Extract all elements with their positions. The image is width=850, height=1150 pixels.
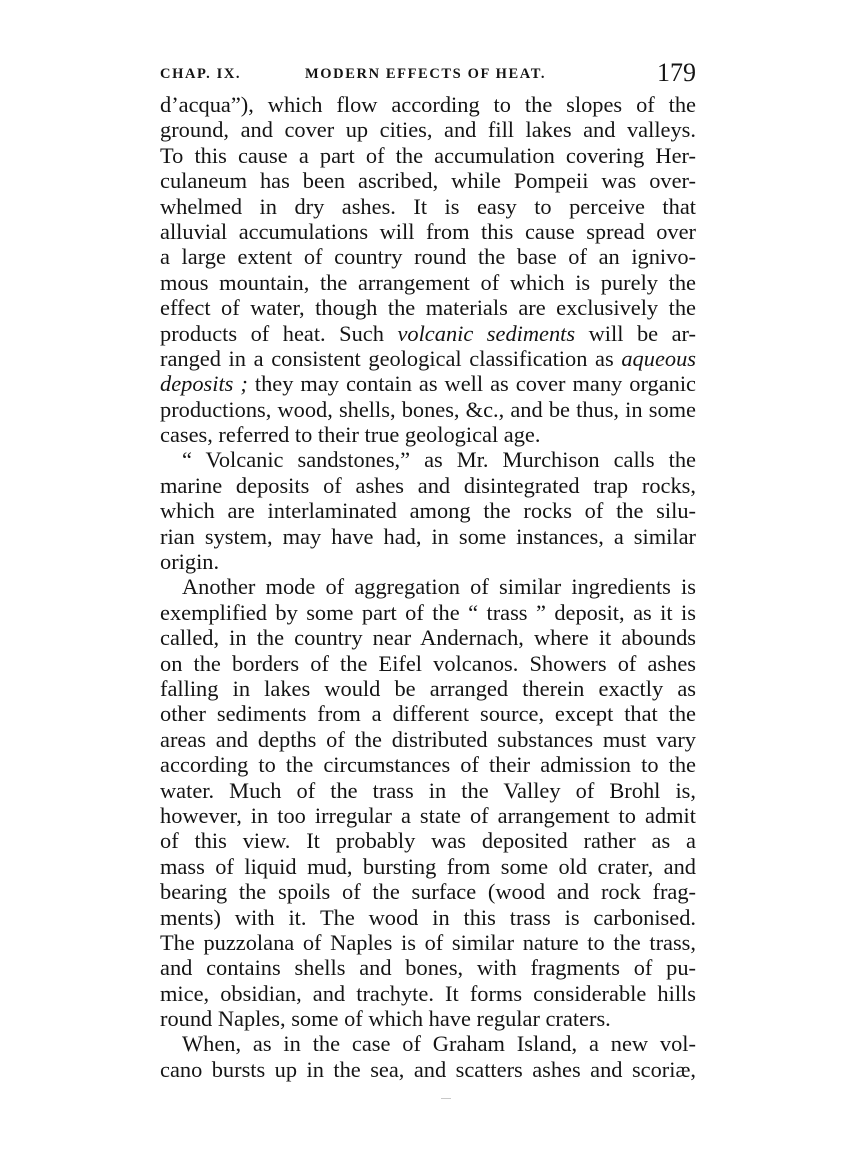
line-text: origin. xyxy=(160,549,220,575)
line-text: mous mountain, the arrangement of which is purely the xyxy=(160,269,696,295)
line-text: round Naples, some of which have regular craters. xyxy=(160,1006,611,1032)
italic-text: volcanic sediments xyxy=(397,320,576,346)
text-line xyxy=(160,194,696,219)
line-text: marine deposits of ashes and disintegrated trap rocks, xyxy=(160,472,696,498)
line-text: whelmed in dry ashes. It is easy to perceive that xyxy=(160,193,696,219)
line-text: mice, obsidian, and trachyte. It forms considerable hills xyxy=(160,980,696,1006)
text-line xyxy=(160,397,696,422)
text-line xyxy=(160,270,696,295)
line-text-continued: will be ar- xyxy=(575,320,696,346)
text-line xyxy=(160,295,696,320)
text-line xyxy=(160,1006,696,1031)
text-line xyxy=(160,321,696,346)
line-text: When, as in the case of Graham Island, a new vol- xyxy=(182,1031,696,1057)
line-text: ranged in a consistent geological classification as xyxy=(160,345,622,371)
line-text: effect of water, though the materials are exclusively the xyxy=(160,295,696,321)
body-text xyxy=(160,92,696,1082)
line-text: ground, and cover up cities, and fill lakes and valleys. xyxy=(160,117,696,143)
page-mark xyxy=(441,1098,451,1099)
running-head xyxy=(160,58,696,92)
text-line xyxy=(160,981,696,1006)
chapter-label: CHAP. IX. xyxy=(160,66,242,82)
text-line xyxy=(160,955,696,980)
line-text: culaneum has been ascribed, while Pompeii was over- xyxy=(160,168,696,194)
text-line xyxy=(160,676,696,701)
text-line xyxy=(160,803,696,828)
line-text: however, in too irregular a state of arrangement to admit xyxy=(160,802,696,828)
line-text: exemplified by some part of the “ trass ” deposit, as it is xyxy=(160,599,696,625)
line-text: ments) with it. The wood in this trass is carbonised. xyxy=(160,904,696,930)
text-line xyxy=(160,244,696,269)
line-text: To this cause a part of the accumulation covering Her- xyxy=(160,142,696,168)
text-line xyxy=(160,1031,696,1056)
line-text: Another mode of aggregation of similar ingredients is xyxy=(182,574,696,600)
text-line xyxy=(160,473,696,498)
line-text: called, in the country near Andernach, where it abounds xyxy=(160,625,696,651)
text-line xyxy=(160,422,696,447)
text-line xyxy=(160,905,696,930)
line-text: bearing the spoils of the surface (wood and rock frag- xyxy=(160,879,696,905)
line-text: cano bursts up in the sea, and scatters ashes and scoriæ, xyxy=(160,1056,696,1082)
text-line xyxy=(160,498,696,523)
line-text: The puzzolana of Naples is of similar nature to the trass, xyxy=(160,929,696,955)
text-line xyxy=(160,168,696,193)
text-line xyxy=(160,346,696,371)
text-line xyxy=(160,549,696,574)
text-line xyxy=(160,524,696,549)
text-line xyxy=(160,828,696,853)
line-text: cases, referred to their true geological age. xyxy=(160,422,541,448)
text-line xyxy=(160,701,696,726)
line-text: and contains shells and bones, with fragments of pu- xyxy=(160,955,696,981)
line-text: on the borders of the Eifel volcanos. Showers of ashes xyxy=(160,650,696,676)
italic-text: aqueous xyxy=(621,345,696,371)
text-line xyxy=(160,92,696,117)
text-line xyxy=(160,1057,696,1082)
line-text-continued: they may contain as well as cover many organic xyxy=(247,371,696,397)
text-line xyxy=(160,854,696,879)
page-number: 179 xyxy=(657,58,696,87)
text-line xyxy=(160,574,696,599)
line-text: falling in lakes would be arranged therein exactly as xyxy=(160,675,696,701)
line-text: d’acqua”), which flow according to the slopes of the xyxy=(160,92,696,117)
text-line xyxy=(160,371,696,396)
text-line xyxy=(160,752,696,777)
line-text: a large extent of country round the base of an ignivo- xyxy=(160,244,696,270)
line-text: “ Volcanic sandstones,” as Mr. Murchison calls the xyxy=(182,447,696,473)
line-text: according to the circumstances of their admission to the xyxy=(160,752,696,778)
text-line xyxy=(160,727,696,752)
line-text: rian system, may have had, in some instances, a similar xyxy=(160,523,696,549)
running-title: MODERN EFFECTS OF HEAT. xyxy=(305,66,547,82)
text-line xyxy=(160,778,696,803)
italic-text: deposits ; xyxy=(160,371,248,397)
book-page xyxy=(160,58,696,1082)
line-text: other sediments from a different source, except that the xyxy=(160,701,696,727)
text-line xyxy=(160,600,696,625)
text-line xyxy=(160,879,696,904)
text-line xyxy=(160,143,696,168)
text-line xyxy=(160,219,696,244)
line-text: which are interlaminated among the rocks of the silu- xyxy=(160,498,696,524)
text-line xyxy=(160,930,696,955)
line-text: alluvial accumulations will from this cause spread over xyxy=(160,218,696,244)
text-line xyxy=(160,117,696,142)
line-text: mass of liquid mud, bursting from some old crater, and xyxy=(160,853,696,879)
line-text: water. Much of the trass in the Valley of Brohl is, xyxy=(160,777,696,803)
text-line xyxy=(160,625,696,650)
line-text: products of heat. Such xyxy=(160,320,398,346)
line-text: productions, wood, shells, bones, &c., and be thus, in some xyxy=(160,396,696,422)
line-text: of this view. It probably was deposited rather as a xyxy=(160,828,696,854)
text-line xyxy=(160,651,696,676)
line-text: areas and depths of the distributed substances must vary xyxy=(160,726,696,752)
text-line xyxy=(160,447,696,472)
